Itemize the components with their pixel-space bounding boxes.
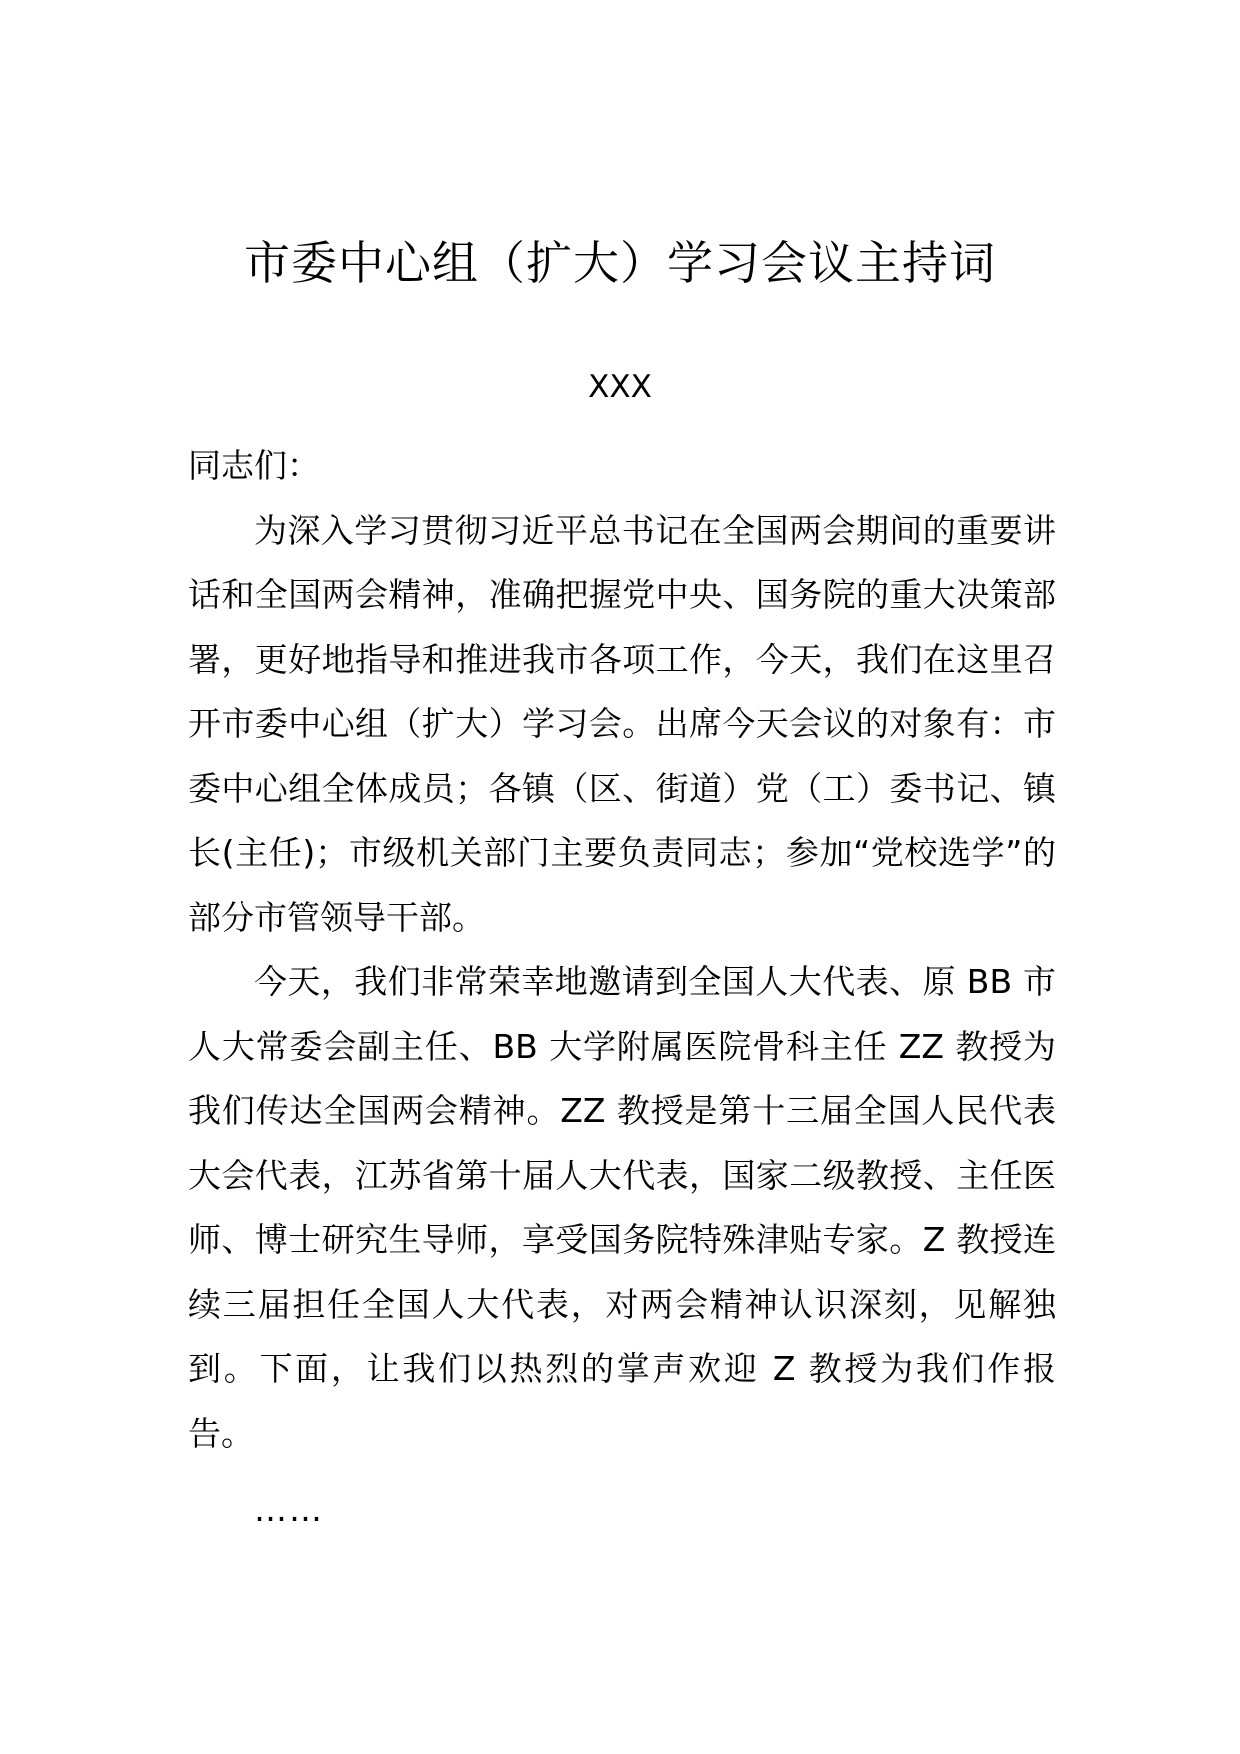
document-body	[188, 434, 1056, 1543]
document-title: 市委中心组（扩大）学习会议主持词	[244, 236, 996, 290]
paragraph-purpose: 为深入学习贯彻习近平总书记在全国两会期间的重要讲话和全国两会精神，准确把握党中央、国务院的重大决策部署，更好地指导和推进我市各项工作，今天，我们在这里召开市委中心组（扩大）学习会。出席今天会议的对象有：市委中心组全体成员；各镇（区、街道）党（工）委书记、镇长(主任)；市级机关部门主要负责同志；参加“党校选学”的部分市管领导干部。	[188, 510, 1056, 937]
salutation: 同志们：	[188, 446, 320, 485]
ellipsis: ……	[254, 1490, 324, 1529]
paragraph-speaker-intro: 今天，我们非常荣幸地邀请到全国人大代表、原 BB 市人大常委会副主任、BB 大学附属医院骨科主任 ZZ 教授为我们传达全国两会精神。ZZ 教授是第十三届全国人民代表大会代表，江苏省第十届人大代表，国家二级教授、主任医师、博士研究生导师，享受国务院特殊津贴专家。Z 教授连续三届担任全国人大代表，对两会精神认识深刻，见解独到。下面，让我们以热烈的掌声欢迎 Z 教授为我们作报告。	[188, 962, 1056, 1453]
author-name: XXX	[588, 369, 652, 405]
